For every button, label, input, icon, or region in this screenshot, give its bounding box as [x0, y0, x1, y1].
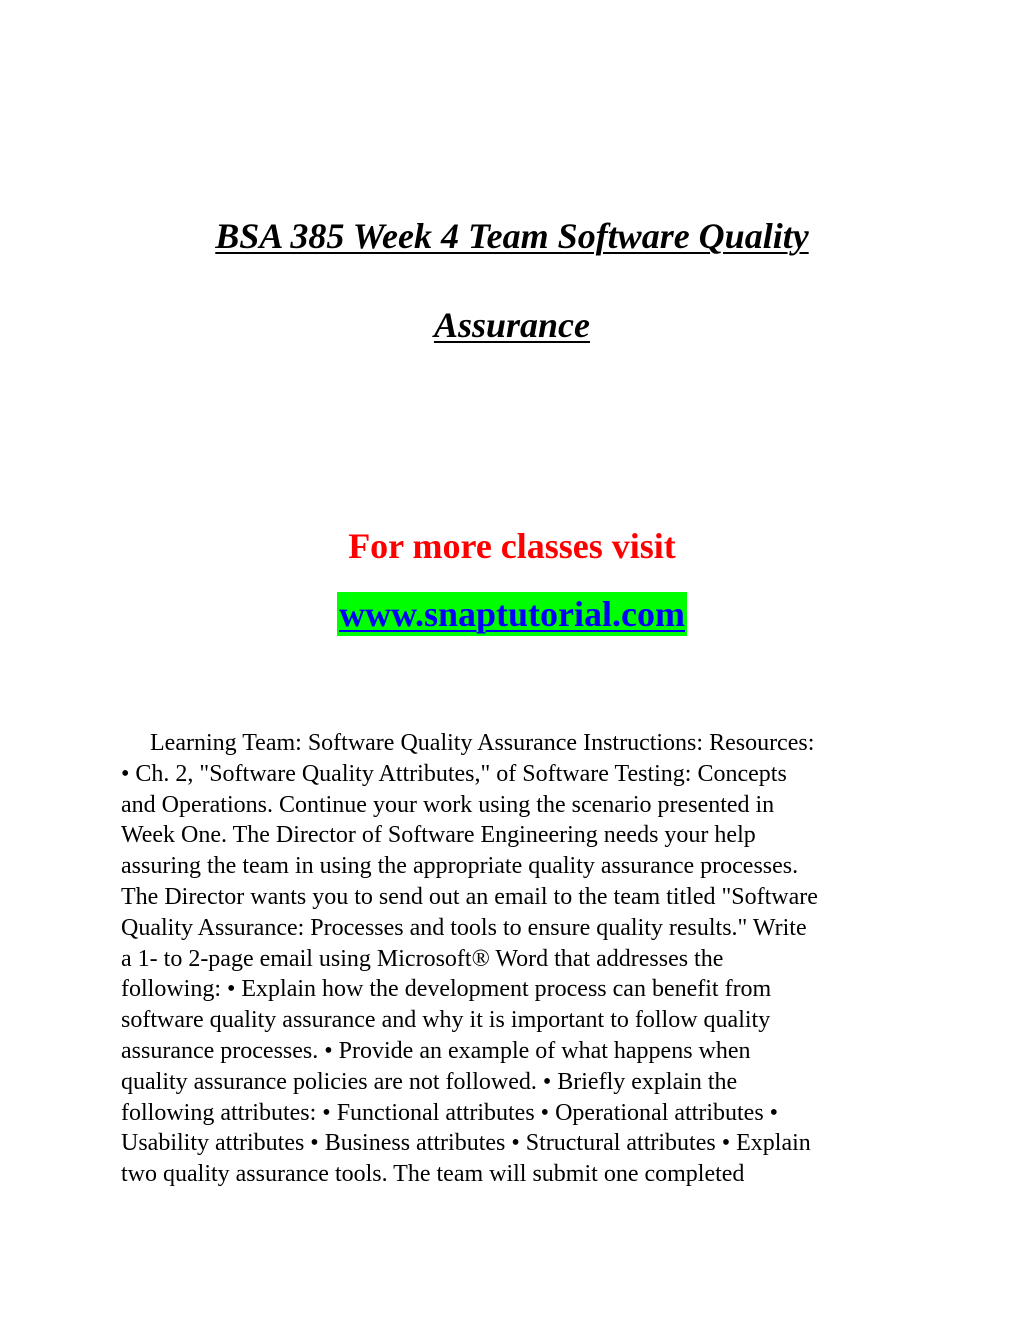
body-line: quality assurance policies are not followed. • Briefly explain the: [121, 1068, 738, 1095]
title-text-1: BSA 385 Week 4 Team Software Quality: [215, 216, 809, 256]
body-line: Week One. The Director of Software Engineering needs your help: [121, 822, 756, 849]
body-line: The Director wants you to send out an email to the team titled "Software: [121, 883, 818, 910]
promo-link-wrapper: [0, 592, 1024, 644]
title-line-1: [0, 214, 1024, 258]
body-line: Learning Team: Software Quality Assurance Instructions: Resources:: [150, 730, 815, 756]
body-line: a 1- to 2-page email using Microsoft® Word that addresses the: [121, 945, 724, 972]
body-line: following: • Explain how the development process can benefit from: [121, 976, 772, 1003]
body-line: • Ch. 2, "Software Quality Attributes," of Software Testing: Concepts: [121, 760, 787, 787]
body-line: following attributes: • Functional attributes • Operational attributes •: [121, 1099, 779, 1126]
title-line-2: [0, 303, 1024, 347]
body-line: assuring the team in using the appropriate quality assurance processes.: [121, 853, 799, 880]
promo-text: For more classes visit: [348, 526, 676, 566]
website-link[interactable]: www.snaptutorial.com: [338, 594, 685, 634]
body-line: software quality assurance and why it is important to follow quality: [121, 1007, 771, 1034]
body-line: and Operations. Continue your work using the scenario presented in: [121, 791, 775, 818]
body-line: Usability attributes • Business attributes • Structural attributes • Explain: [121, 1130, 811, 1157]
body-line: Quality Assurance: Processes and tools to ensure quality results." Write: [121, 914, 807, 941]
body-line: assurance processes. • Provide an example of what happens when: [121, 1037, 751, 1064]
title-text-2: Assurance: [433, 305, 591, 345]
body-line: two quality assurance tools. The team will submit one completed: [121, 1161, 745, 1188]
body-paragraph: [121, 728, 911, 1190]
